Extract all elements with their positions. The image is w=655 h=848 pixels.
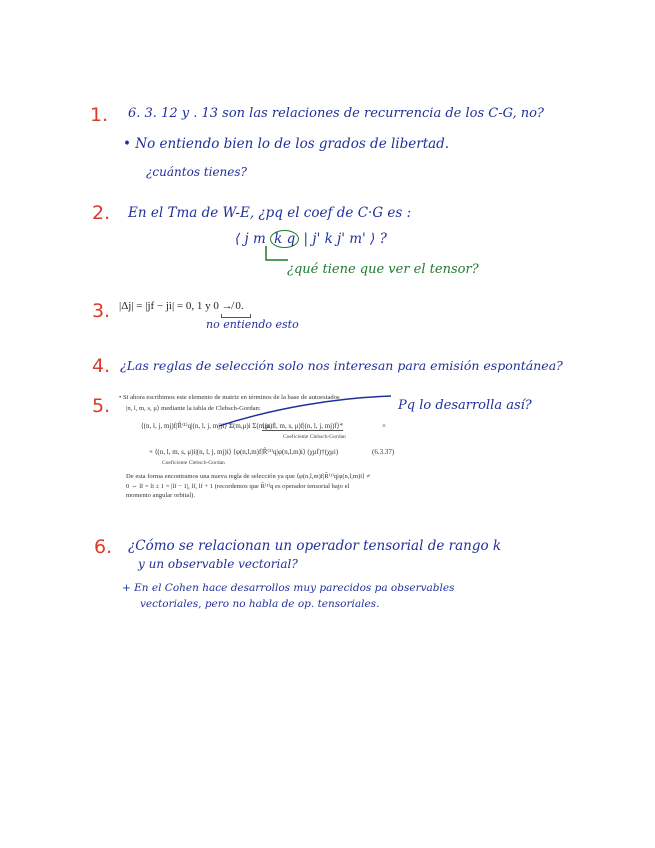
excerpt-body-1: De esta forma encontramos una nueva regla de selección ya que ⟨φ(n,l,m)f|R̂⁽¹⁾q|φ(n,l,m)i⟩ ≠ xyxy=(126,473,370,480)
formula-start: ⟨ j m xyxy=(235,231,271,247)
item-1-line-3: ¿cuántos tienes? xyxy=(146,165,247,179)
excerpt-intro-1: • Si ahora escribimos este elemento de matriz en términos de la base de autoestados xyxy=(119,394,340,401)
item-6-line-3: + En el Cohen hace desarrollos muy parecidos pa observables xyxy=(122,582,455,594)
excerpt-eq-number: (6.3.37) xyxy=(372,448,395,456)
excerpt-line-2: × ⟨(n, l, m, s, μ)i|(n, l, j, mj)i⟩ ⟨φ(n,l,m)f|R̂⁽¹⁾q|φ(n,l,m)i⟩ (χμf)†(χμi) xyxy=(149,448,339,456)
item-4-number: 4. xyxy=(92,355,111,377)
item-5-number: 5. xyxy=(92,395,111,417)
item-2-annotation: ¿qué tiene que ver el tensor? xyxy=(287,262,479,277)
item-3-number: 3. xyxy=(92,300,111,322)
item-5-question: Pq lo desarrolla así? xyxy=(398,398,532,413)
item-6-line-2: y un observable vectorial? xyxy=(138,557,298,571)
excerpt-brace-label-1: Coeficiente Clebsch-Gordan xyxy=(283,434,346,440)
arrow-icon xyxy=(260,246,290,268)
item-1-number: 1. xyxy=(90,104,109,126)
item-6-number: 6. xyxy=(94,536,113,558)
item-2-formula xyxy=(235,231,387,247)
item-2-line-1: En el Tma de W-E, ¿pq el coef de C·G es : xyxy=(128,205,412,221)
formula-circled-kq: k q xyxy=(270,230,299,248)
excerpt-times: × xyxy=(382,422,386,430)
excerpt-sums: Σ(m,μ)i Σ(m,μ)f xyxy=(229,422,275,430)
formula-rest: | j' k j' m' ⟩ ? xyxy=(299,231,387,247)
excerpt-brace-label-2: Coeficiente Clebsch-Gordan xyxy=(162,460,225,466)
excerpt-term-1: ⟨(n, l, m, s, μ)f|(n, l, j, mj)f⟩* xyxy=(262,422,343,430)
item-1-line-2: • No entiendo bien lo de los grados de libertad. xyxy=(123,136,450,152)
item-3-annotation: no entiendo esto xyxy=(206,318,299,331)
item-6-line-4: vectoriales, pero no habla de op. tensoriales. xyxy=(140,598,380,610)
excerpt-body-3: momento angular orbital). xyxy=(126,492,196,499)
excerpt-intro-2: |n, l, m, s, μ⟩ mediante la tabla de Clebsch-Gordan: xyxy=(126,405,261,412)
excerpt-body-2: 0 ⇔ lf = li ± 1 = |lf − 1|, lf, lf + 1 (recordemos que R̂⁽¹⁾q es operador tensorial bajo el xyxy=(126,483,350,490)
item-6-line-1: ¿Cómo se relacionan un operador tensorial de rango k xyxy=(128,538,502,554)
item-3-printed: |Δj| = |jf − ji| = 0, 1 y 0 ↛ 0. xyxy=(119,300,244,312)
item-1-line-1: 6. 3. 12 y . 13 son las relaciones de recurrencia de los C-G, no? xyxy=(128,106,544,121)
item-2-number: 2. xyxy=(92,202,111,224)
item-4-line-1: ¿Las reglas de selección solo nos interesan para emisión espontánea? xyxy=(120,358,563,373)
excerpt-lhs: ⟨(n, l, j, mj)f|R̂⁽¹⁾q|(n, l, j, mj)i⟩ = xyxy=(141,422,233,430)
